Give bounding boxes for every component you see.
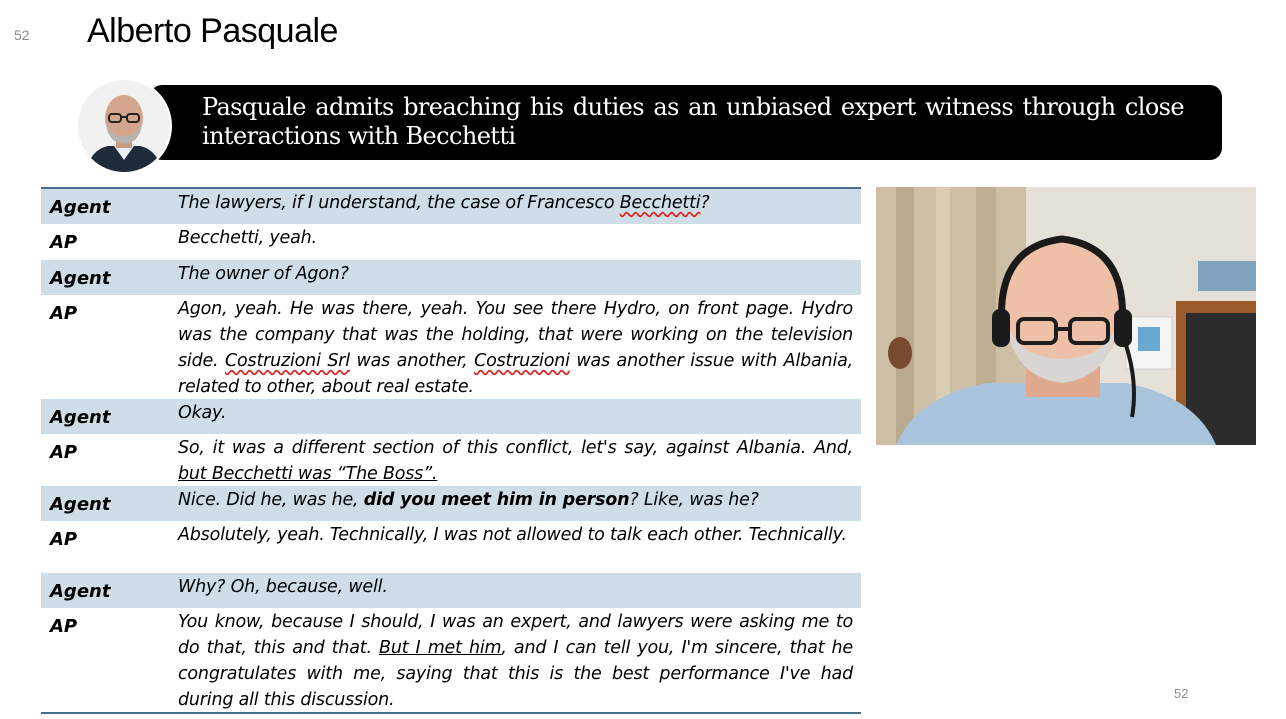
speaker-label: Agent (50, 407, 111, 428)
utterance-text (178, 399, 853, 434)
text-segment: was another issue with Albania, related to other, about real estate. (178, 351, 853, 397)
video-still-image (876, 187, 1256, 445)
text-segment: Absolutely, yeah. Technically, I was not allowed to talk each other. Technically. (178, 525, 847, 545)
text-segment: Agon, yeah. He was there, yeah. You see there Hydro, on front page. Hydro was the company that was the holding, that were working on the television side. (178, 299, 853, 371)
table-row (41, 434, 861, 486)
text-segment: The lawyers, if I understand, the case of Francesco (178, 193, 620, 213)
text-segment: , and I can tell you, I'm sincere, that he congratulates with me, saying that this is the best performance I've had during all this discussion. (178, 638, 854, 710)
text-segment: Nice. Did he, was he, (178, 490, 364, 510)
speaker-label: AP (50, 616, 78, 637)
text-segment-underlined: but Becchetti was “The Boss”. (178, 464, 438, 484)
utterance-text (178, 608, 853, 712)
utterance-text (178, 260, 853, 295)
headline-text: Pasquale admits breaching his duties as an unbiased expert witness through close interactions with Becchetti (202, 93, 1184, 150)
text-segment-spellcheck: Costruzioni (474, 351, 570, 371)
text-segment: The owner of Agon? (178, 264, 349, 284)
utterance-text (178, 573, 853, 608)
text-segment: So, it was a different section of this conflict, let's say, against Albania. And, (178, 438, 853, 458)
utterance-text (178, 521, 853, 573)
transcript-table (41, 187, 861, 714)
speaker-label: Agent (50, 268, 111, 289)
utterance-text (178, 486, 853, 521)
utterance-text (178, 189, 853, 224)
table-row (41, 295, 861, 399)
text-segment-spellcheck: Becchetti (619, 193, 701, 213)
speaker-label: Agent (50, 581, 111, 602)
text-segment-spellcheck: Costruzioni Srl (225, 351, 350, 371)
table-row (41, 573, 861, 608)
text-segment: You know, because I should, I was an expert, and lawyers were asking me to do that, this and that. (178, 612, 853, 658)
headline-banner (150, 85, 1222, 160)
portrait-image (78, 80, 170, 172)
text-segment-bold: did you meet him in person (363, 490, 630, 510)
table-row (41, 260, 861, 295)
table-row (41, 608, 861, 712)
utterance-text (178, 295, 853, 399)
speaker-label: AP (50, 303, 78, 324)
text-segment: Why? Oh, because, well. (178, 577, 388, 597)
page-title: Alberto Pasquale (87, 12, 338, 50)
slide-number-top: 52 (14, 27, 30, 43)
table-row (41, 521, 861, 573)
text-segment: Okay. (178, 403, 227, 423)
slide-number-bottom: 52 (1174, 686, 1189, 701)
video-frame (876, 187, 1256, 445)
table-row (41, 189, 861, 224)
speaker-label: AP (50, 529, 78, 550)
table-row (41, 224, 861, 260)
text-segment-underlined: But I met him (379, 638, 502, 658)
avatar (76, 78, 172, 174)
text-segment: Becchetti, yeah. (178, 228, 317, 248)
utterance-text (178, 224, 853, 260)
utterance-text (178, 434, 853, 486)
speaker-label: AP (50, 442, 78, 463)
speaker-label: AP (50, 232, 78, 253)
speaker-label: Agent (50, 197, 111, 218)
text-segment: ? (700, 193, 710, 213)
speaker-label: Agent (50, 494, 111, 515)
text-segment: was another, (349, 351, 475, 371)
text-segment: ? Like, was he? (629, 490, 759, 510)
table-row (41, 399, 861, 434)
table-row (41, 486, 861, 521)
